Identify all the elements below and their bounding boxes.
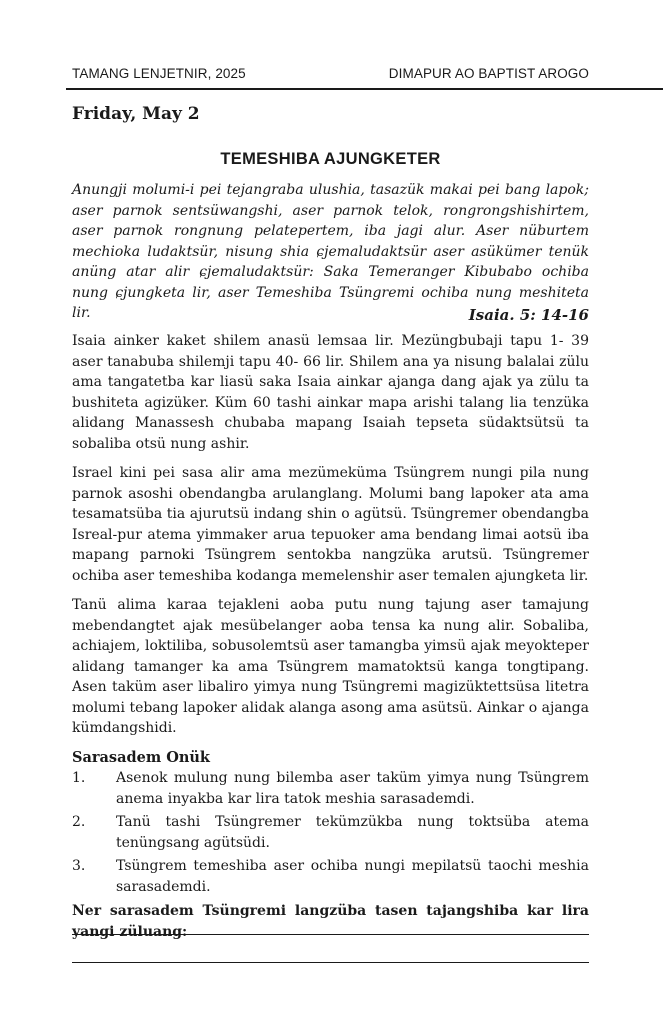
list-item-number: 3. xyxy=(72,858,86,874)
list-item xyxy=(72,768,589,809)
devotion-date: Friday, May 2 xyxy=(72,104,200,124)
list-item-text: Tsüngrem temeshiba aser ochiba nungi mepilatsü taochi meshia sarasademdi. xyxy=(116,858,589,895)
scripture-reference: Isaia. 5: 14-16 xyxy=(468,306,589,324)
header-publication-title: TAMANG LENJETNIR, 2025 xyxy=(72,66,246,81)
devotion-body xyxy=(72,331,589,942)
sarasadem-list xyxy=(72,768,589,897)
list-item-number: 2. xyxy=(72,814,86,830)
header-organization: DIMAPUR AO BAPTIST AROGO xyxy=(388,66,589,81)
body-paragraph: Isaia ainker kaket shilem anasü lemsaa lir. Mezüngbubaji tapu 1- 39 aser tanabuba shilemji tapu 40- 66 lir. Shilem ana ya nisung balalai zülu ama tangatetba kar liasü saka Isaia ainkar ajanga dang ajak ya zülu ta bushiteta agizüker. Küm 60 tashi ainkar mapa arishi talang lia tenzüka alidang Manassesh chubaba mapang Isaiah tepseta südaktsütsü ta sobaliba otsü nung ashir. xyxy=(72,333,589,452)
list-item-text: Asenok mulung nung bilemba aser taküm yimya nung Tsüngrem anema inyakba kar lira tatok meshia sarasademdi. xyxy=(116,770,589,807)
list-item xyxy=(72,856,589,897)
sarasadem-heading: Sarasadem Onük xyxy=(72,748,210,766)
answer-line xyxy=(72,934,589,935)
list-item-number: 1. xyxy=(72,770,86,786)
header-rule xyxy=(66,88,663,90)
reflection-question: Ner sarasadem Tsüngremi langzüba tasen tajangshiba kar lira yangi züluang: xyxy=(72,903,589,940)
devotion-title: TEMESHIBA AJUNGKETER xyxy=(220,150,441,168)
body-paragraph: Tanü alima karaa tejakleni aoba putu nung tajung aser tamajung mebendangtet ajak mesübelanger aoba tensa ka nung alir. Sobaliba, achiajem, loktiliba, sobusolemtsü aser tamangba yimsü ajak meyokteper alidang tamanger ka ama Tsüngrem mamatoktsü kanga tongtipang. Asen taküm aser libaliro yimya nung Tsüngremi magizüktettsüsa litetra molumi tebang lapoker alidak alanga asong ama asütsü. Ainkar o ajanga kümdangshidi. xyxy=(72,597,589,736)
list-item xyxy=(72,812,589,853)
answer-line xyxy=(72,962,589,963)
running-header xyxy=(72,66,589,81)
body-paragraph: Israel kini pei sasa alir ama mezümeküma Tsüngrem nungi pila nung parnok asoshi obendangba arulanglang. Molumi bang lapoker ata ama tesamatsüba tia ajurutsü indang shin o agütsü. Tsüngremer obendangba Isreal-pur atema yimmaker arua tepuoker ama bendang limai aotsü iba mapang parnoki Tsüngrem sentokba nangzüka arutsü. Tsüngremer ochiba aser temeshiba kodanga memelenshir aser temalen ajungketa lir. xyxy=(72,465,589,584)
scripture-verse: Anungji molumi-i pei tejangraba ulushia, tasazük makai pei bang lapok; aser parnok sentsüwangshi, aser parnok telok, rongrongshishirtem, aser parnok rongnung pelatepertem, iba jagi alur. Aser nüburtem mechioka ludaktsür, nisung shia ɕjemaludaktsür aser asükümer tenük anüng atar alir ɕjemaludaktsür: Saka Temeranger Kibubabo ochiba nung ɕjungketa lir, aser Temeshiba Tsüngremi ochiba nung meshiteta lir. xyxy=(72,182,589,321)
list-item-text: Tanü tashi Tsüngremer tekümzükba nung toktsüba atema tenüngsang agütsüdi. xyxy=(116,814,589,851)
